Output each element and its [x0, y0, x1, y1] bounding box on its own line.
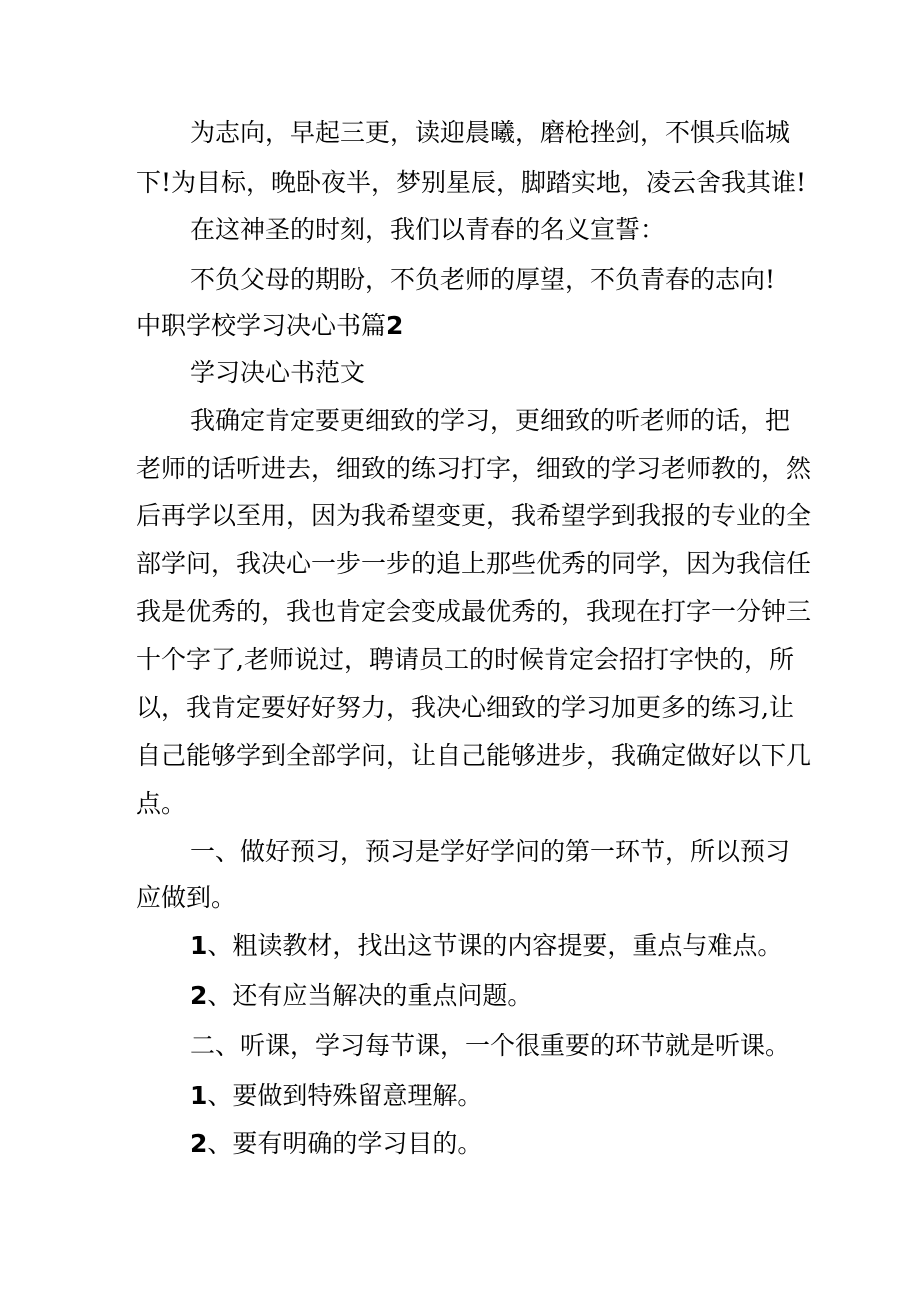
- item-text: 、要有明确的学习目的。: [207, 1129, 483, 1158]
- item-number: 1: [190, 931, 208, 960]
- paragraph-line: 不负父母的期盼，不负老师的厚望，不负青春的志向!: [190, 265, 776, 294]
- body-line: 自己能够学到全部学问，让自己能够进步，我确定做好以下几: [136, 741, 812, 770]
- section-heading: [136, 308, 403, 344]
- item-number: 1: [190, 1081, 208, 1110]
- point-one-line: 一、做好预习，预习是学好学问的第一环节，所以预习: [190, 837, 791, 866]
- section-heading-text: 中职学校学习决心书篇: [136, 311, 387, 340]
- body-line: 我确定肯定要更细致的学习，更细致的听老师的话，把: [190, 406, 791, 435]
- point-two-item: [190, 1126, 482, 1162]
- point-one-item: [190, 978, 532, 1014]
- point-one-line: 应做到。: [136, 883, 237, 912]
- point-two-item: [190, 1078, 482, 1114]
- body-line: 部学问，我决心一步一步的追上那些优秀的同学，因为我信任: [136, 549, 812, 578]
- body-line: 十个字了,老师说过，聘请员工的时候肯定会招打字快的，所: [136, 645, 794, 674]
- paragraph-line: 下!为目标，晚卧夜半，梦别星辰，脚踏实地，凌云舍我其谁!: [136, 168, 807, 197]
- section-heading-number: 2: [386, 311, 404, 340]
- item-number: 2: [190, 1129, 208, 1158]
- body-line: 后再学以至用，因为我希望变更，我希望学到我报的专业的全: [136, 501, 812, 530]
- point-two-line: 二、听课，学习每节课，一个很重要的环节就是听课。: [190, 1031, 791, 1060]
- subtitle: 学习决心书范文: [190, 358, 366, 387]
- body-line: 我是优秀的，我也肯定会变成最优秀的，我现在打字一分钟三: [136, 597, 812, 626]
- item-number: 2: [190, 981, 208, 1010]
- item-text: 、还有应当解决的重点问题。: [207, 981, 533, 1010]
- item-text: 、粗读教材，找出这节课的内容提要，重点与难点。: [207, 931, 783, 960]
- point-one-item: [190, 928, 782, 964]
- paragraph-line: 为志向，早起三更，读迎晨曦，磨枪挫剑，不惧兵临城: [190, 118, 791, 147]
- body-line: 老师的话听进去，细致的练习打字，细致的学习老师教的，然: [136, 454, 812, 483]
- paragraph-line: 在这神圣的时刻，我们以青春的名义宣誓：: [190, 215, 666, 244]
- body-line: 以，我肯定要好好努力，我决心细致的学习加更多的练习,让: [136, 693, 794, 722]
- body-line: 点。: [136, 789, 187, 818]
- item-text: 、要做到特殊留意理解。: [207, 1081, 483, 1110]
